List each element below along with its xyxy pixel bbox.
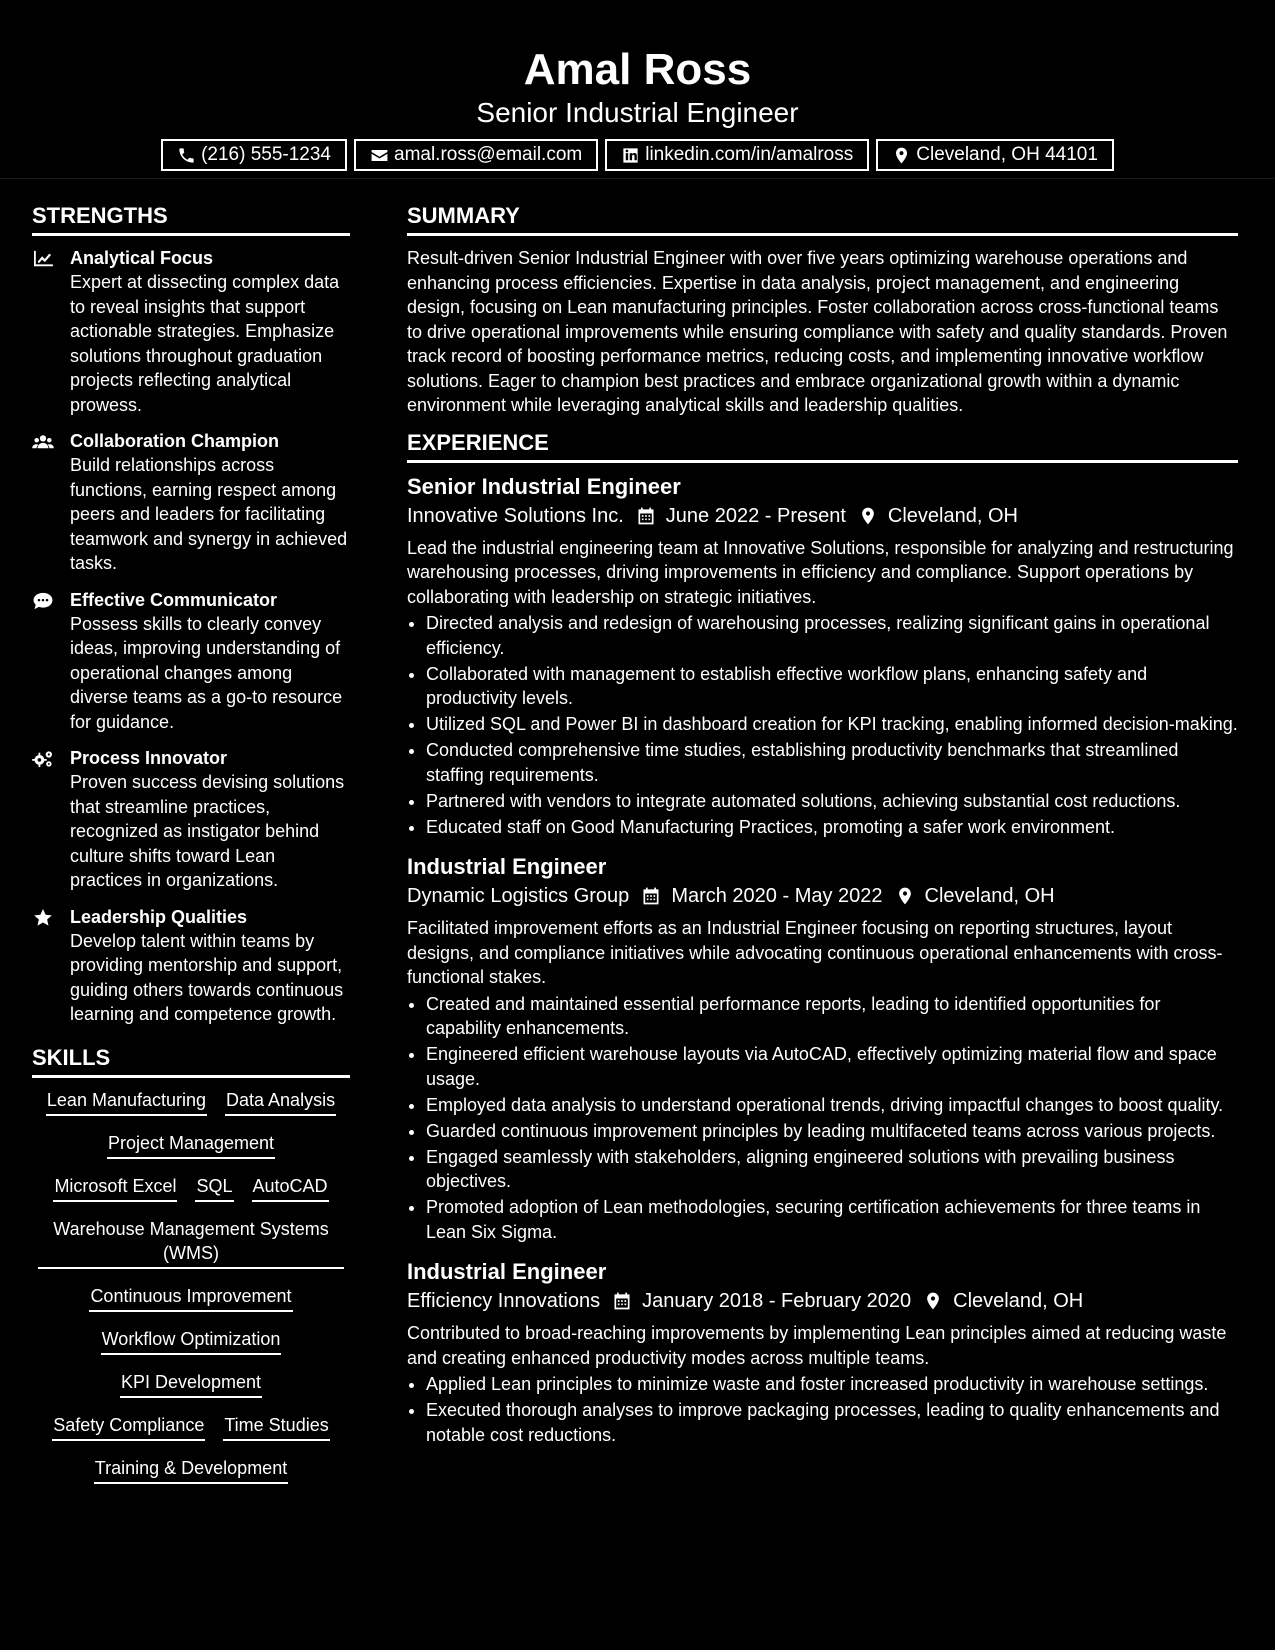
calendar-icon — [641, 886, 661, 906]
job-title: Industrial Engineer — [407, 854, 607, 879]
envelope-icon — [370, 146, 389, 165]
strength-title: Leadership Qualities — [70, 906, 248, 927]
job-entry — [407, 473, 1238, 840]
job-bullet: • Created and maintained essential performance reports, leading to identified opportunities for capability enhancements. — [426, 992, 1238, 1041]
strength-title: Collaboration Champion — [70, 431, 279, 451]
map-pin-icon — [895, 886, 915, 906]
job-bullet: • Promoted adoption of Lean methodologies, securing certification achievements for three teams in Lean Six Sigma. — [426, 1195, 1238, 1244]
skill-tag: Workflow Optimization — [101, 1327, 282, 1355]
strength-desc: Proven success devising solutions that streamline practices, recognized as instigator behind culture shifts toward Lean practices in organizations. — [70, 772, 345, 890]
job-meta — [407, 501, 1238, 531]
contact-bar — [0, 139, 1275, 171]
resume-header — [0, 0, 1275, 179]
job-title: Senior Industrial Engineer — [407, 473, 681, 499]
strength-desc: Build relationships across functions, earning respect among peers and leaders for facilitating teamwork and synergy in achieved tasks. — [70, 455, 348, 573]
job-bullet: • Executed thorough analyses to improve packaging processes, leading to quality enhancements and notable cost reductions. — [426, 1398, 1238, 1447]
skill-tag: Microsoft Excel — [53, 1174, 177, 1202]
map-pin-icon — [892, 146, 911, 165]
job-dates: June 2022 - Present — [665, 504, 846, 527]
job-bullet: • Guarded continuous improvement principles by leading multifaceted teams across various projects. — [426, 1119, 1238, 1144]
skill-tag: Training & Development — [94, 1456, 288, 1484]
job-dates: January 2018 - February 2020 — [642, 1290, 912, 1312]
job-bullets — [407, 611, 1238, 839]
strength-title: Effective Communicator — [70, 589, 278, 610]
job-location: Cleveland, OH — [924, 885, 1055, 907]
strengths-heading: STRENGTHS — [32, 203, 350, 236]
resume-body — [0, 179, 1275, 1499]
job-bullet: • Utilized SQL and Power BI in dashboard creation for KPI tracking, enabling informed decision-making. — [426, 712, 1238, 737]
job-bullet: • Employed data analysis to understand operational trends, driving impactful changes to boost quality. — [426, 1093, 1238, 1118]
email-text: amal.ross@email.com — [394, 144, 583, 165]
job-bullet: • Conducted comprehensive time studies, establishing productivity benchmarks that streamlined staffing requirements. — [426, 738, 1238, 787]
strength-title: Analytical Focus — [70, 248, 214, 268]
job-title: Industrial Engineer — [407, 1259, 607, 1284]
job-bullet: • Collaborated with management to establish effective workflow plans, enhancing safety and productivity levels. — [426, 662, 1238, 711]
map-pin-icon — [923, 1291, 943, 1311]
strength-desc: Expert at dissecting complex data to reveal insights that support actionable strategies. Emphasize solutions throughout graduation projects reflecting analytical prowess. — [70, 272, 340, 415]
job-entry — [407, 1258, 1238, 1447]
strength-item — [32, 246, 350, 417]
skill-tag: Lean Manufacturing — [46, 1088, 207, 1116]
job-meta — [407, 1286, 1238, 1316]
strength-desc: Develop talent within teams by providing mentorship and support, guiding others towards continuous learning and competence growth. — [70, 930, 344, 1024]
contact-location[interactable] — [876, 139, 1114, 171]
skill-tag: Continuous Improvement — [89, 1284, 292, 1312]
skills-heading: SKILLS — [32, 1045, 350, 1078]
left-column — [32, 179, 350, 1499]
skills-list — [32, 1088, 350, 1484]
skill-tag: KPI Development — [120, 1370, 262, 1398]
job-bullets — [407, 1372, 1238, 1447]
job-bullet: • Partnered with vendors to integrate automated solutions, achieving substantial cost reductions. — [426, 789, 1238, 814]
users-icon — [32, 433, 54, 451]
strength-desc: Possess skills to clearly convey ideas, improving understanding of operational changes among diverse teams as a go-to resource for guidance. — [70, 613, 343, 732]
job-location: Cleveland, OH — [887, 504, 1018, 527]
skill-tag: AutoCAD — [252, 1174, 329, 1202]
skill-tag: Project Management — [107, 1131, 275, 1159]
skill-tag: Data Analysis — [225, 1088, 336, 1116]
experience-heading: EXPERIENCE — [407, 430, 1238, 463]
comment-icon — [32, 592, 54, 610]
job-description: Lead the industrial engineering team at Innovative Solutions, responsible for analyzing and restructuring warehousing processes, driving improvements in efficiency and compliance. Support operations by collaborating with leadership on strategic initiatives. — [407, 537, 1234, 607]
job-meta — [407, 881, 1238, 911]
candidate-title: Senior Industrial Engineer — [476, 97, 799, 128]
phone-text: (216) 555-1234 — [201, 144, 331, 165]
strength-item — [32, 905, 350, 1027]
calendar-icon — [636, 506, 656, 526]
contact-email[interactable] — [354, 139, 598, 171]
map-pin-icon — [858, 506, 878, 526]
job-bullet: • Engineered efficient warehouse layouts via AutoCAD, effectively optimizing material flow and space usage. — [426, 1042, 1238, 1091]
strength-item — [32, 588, 350, 735]
contact-phone[interactable] — [161, 139, 347, 171]
strength-title: Process Innovator — [70, 748, 228, 768]
chart-line-icon — [32, 250, 54, 268]
right-column — [407, 179, 1238, 1499]
job-bullet: • Applied Lean principles to minimize waste and foster increased productivity in warehouse settings. — [426, 1372, 1238, 1397]
skill-tag: Warehouse Management Systems (WMS) — [38, 1217, 344, 1269]
cogs-icon — [32, 750, 54, 768]
skill-tag: SQL — [195, 1174, 233, 1202]
skill-tag: Time Studies — [223, 1413, 329, 1441]
calendar-icon — [612, 1291, 632, 1311]
phone-icon — [177, 146, 196, 165]
strength-item — [32, 429, 350, 576]
star-icon — [32, 909, 54, 927]
job-dates: March 2020 - May 2022 — [671, 885, 883, 907]
job-location: Cleveland, OH — [953, 1290, 1084, 1312]
job-bullet: • Directed analysis and redesign of warehousing processes, realizing significant gains in operational efficiency. — [426, 611, 1238, 660]
contact-linkedin[interactable] — [605, 139, 869, 171]
job-bullet: • Engaged seamlessly with stakeholders, aligning engineered solutions with prevailing business objectives. — [426, 1145, 1238, 1194]
summary-text: Result-driven Senior Industrial Engineer with over five years optimizing warehouse operations and enhancing process efficiencies. Expertise in data analysis, project management, and engineering design, focusing on Lean manufacturing principles. Foster collaboration across cross-functional teams to drive operational improvements while ensuring compliance with safety and quality standards. Proven track record of boosting performance metrics, reducing costs, and implementing innovative workflow solutions. Eager to champion best practices and embrace organizational growth within a dynamic environment while leveraging analytical skills and leadership qualities. — [407, 248, 1228, 415]
job-company: Efficiency Innovations — [407, 1290, 601, 1312]
location-text: Cleveland, OH 44101 — [916, 144, 1098, 165]
job-description: Facilitated improvement efforts as an Industrial Engineer focusing on reporting structures, layout designs, and compliance initiatives while advocating continuous operational enhancements with cross-functional stakes. — [407, 918, 1223, 987]
job-company: Dynamic Logistics Group — [407, 885, 630, 907]
summary-heading: SUMMARY — [407, 203, 1238, 236]
linkedin-text: linkedin.com/in/amalross — [645, 144, 854, 165]
candidate-name: Amal Ross — [523, 45, 752, 94]
skill-tag: Safety Compliance — [52, 1413, 205, 1441]
job-company: Innovative Solutions Inc. — [407, 504, 624, 527]
job-entry — [407, 853, 1238, 1244]
linkedin-icon — [621, 146, 640, 165]
job-description: Contributed to broad-reaching improvements by implementing Lean principles aimed at reducing waste and creating enhanced productivity modes across multiple teams. — [407, 1323, 1227, 1368]
strength-item — [32, 746, 350, 893]
job-bullets — [407, 992, 1238, 1245]
job-bullet: • Educated staff on Good Manufacturing Practices, promoting a safer work environment. — [426, 815, 1238, 840]
